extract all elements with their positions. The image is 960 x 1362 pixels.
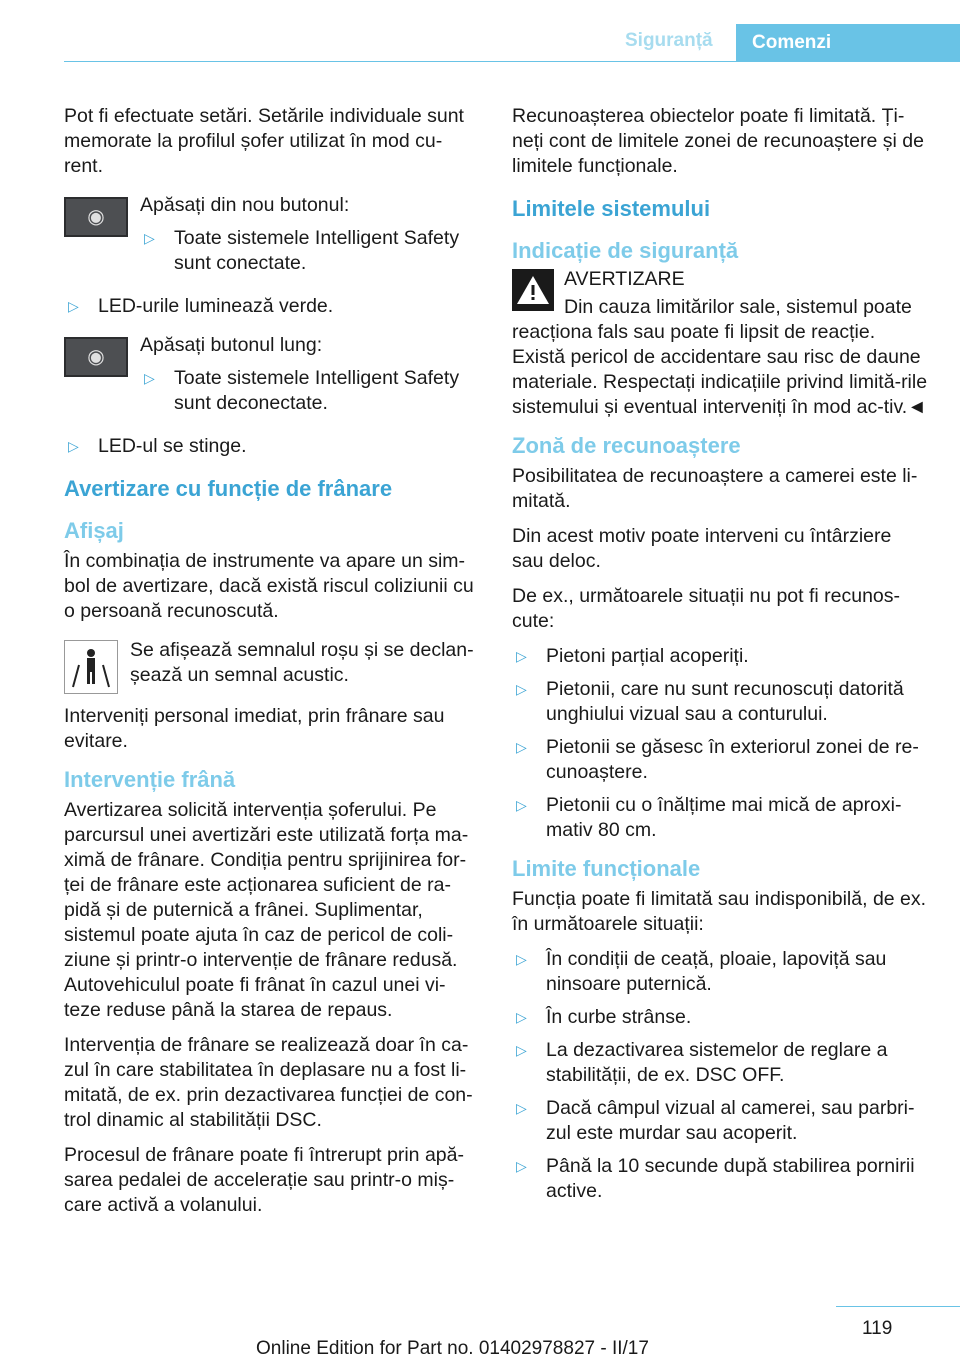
bullet-arrow-icon: ▷: [516, 797, 527, 813]
page-header: [0, 0, 960, 62]
list-item: ▷ LED-ul se stinge.: [68, 435, 247, 457]
list-item: ▷ Pietonii, care nu sunt recunoscuți datorită unghiului vizual sau a conturului.: [516, 678, 904, 725]
warning-triangle-icon: [512, 269, 554, 311]
list-item: ▷ În curbe strânse.: [516, 1006, 692, 1028]
list-item: ▷ Toate sistemele Intelligent Safety sunt deconectate.: [144, 367, 460, 414]
bullet-arrow-icon: ▷: [144, 230, 155, 246]
bullet-arrow-icon: ▷: [144, 370, 155, 386]
recognition-limits-list: [512, 644, 928, 843]
bullet-arrow-icon: ▷: [516, 681, 527, 697]
bullet-arrow-icon: ▷: [516, 1042, 527, 1058]
header-tab-active[interactable]: Comenzi: [736, 24, 960, 62]
subsection-heading: Intervenție frână: [64, 767, 236, 792]
left-column: [64, 104, 478, 1228]
section-heading: Limitele sistemului: [512, 196, 711, 221]
section-heading: Avertizare cu funcție de frânare: [64, 476, 393, 501]
paragraph: În combinația de instrumente va apare un sim‐bol de avertizare, dacă există riscul coliziunii cu o persoană recunoscută.: [64, 550, 474, 622]
paragraph: De ex., următoarele situații nu pot fi recunos‐cute:: [512, 585, 901, 632]
pedestrian-warning-text: Se afișează semnalul roșu și se declan‐șează un semnal acustic.: [130, 639, 474, 686]
functional-limits-list: [512, 947, 928, 1204]
bullet-arrow-icon: ▷: [516, 1100, 527, 1116]
bullet-arrow-icon: ▷: [516, 648, 527, 664]
bullet-arrow-icon: ▷: [516, 1009, 527, 1025]
pedestrian-warning: [64, 638, 478, 694]
paragraph: Procesul de frânare poate fi întrerupt prin apă‐sarea pedalei de accelerație sau printr-o miș‐care activă a volanului.: [64, 1144, 464, 1216]
bullet-arrow-icon: ▷: [516, 951, 527, 967]
subsection-heading: Zonă de recunoaștere: [512, 433, 741, 458]
pedestrian-warning-icon: [64, 640, 118, 694]
paragraph: Recunoașterea obiectelor poate fi limitată. Ți‐neți cont de limitele zonei de recunoaștere și de limitele funcționale.: [512, 105, 924, 177]
edition-note: Online Edition for Part no. 01402978827 - II/17: [256, 1338, 649, 1359]
paragraph: Posibilitatea de recunoaștere a camerei este li‐mitată.: [512, 465, 918, 512]
subsection-heading: Indicație de siguranță: [512, 238, 739, 263]
header-section[interactable]: Siguranță: [625, 30, 713, 51]
button-icon: ◉: [64, 197, 128, 237]
button-instruction-1: [64, 193, 478, 284]
list-item: ▷ Dacă câmpul vizual al camerei, sau parbri‐zul este murdar sau acoperit.: [516, 1097, 915, 1144]
paragraph: Intervenția de frânare se realizează doar în ca‐zul în care stabilitatea în deplasare nu a fost li‐mitată, de ex. prin dezactivarea funcției de con‐trol dinamic al stabilității DSC.: [64, 1034, 473, 1131]
paragraph: Avertizarea solicită intervenția șoferului. Pe parcursul unei avertizări este utilizată forța ma‐ximă de frânare. Condiția pentru sprijinirea for‐ței de frânare este acționarea suficient de ra‐pidă și de puternică a frânei. Suplimentar, sistemul poate ajuta în caz de pericol de coli‐ziune și printr-o intervenție de frânare redusă. Autovehiculul poate fi frânat în cazul unei vi‐teze reduse până la starea de repaus.: [64, 799, 469, 1021]
list-item: ▷ Pietoni parțial acoperiți.: [516, 645, 749, 667]
list-item: ▷ La dezactivarea sistemelor de reglare a stabilității, de ex. DSC OFF.: [516, 1039, 888, 1086]
warning-text: Din cauza limitărilor sale, sistemul poate reacționa fals sau poate fi lipsit de reacție. Există pericol de accidentare sau risc de daune materiale. Respectați indicațiile privind limită‐rile sistemului și eventual interveniți în mod ac‐tiv.◄: [512, 296, 928, 418]
paragraph: Interveniți personal imediat, prin frânare sau evitare.: [64, 705, 445, 752]
list-item: ▷ Până la 10 secunde după stabilirea pornirii active.: [516, 1155, 915, 1202]
list-item: ▷ LED-urile luminează verde.: [68, 295, 334, 317]
footer-rule: [836, 1306, 960, 1307]
list-item: ▷ Pietonii cu o înălțime mai mică de aproxi‐mativ 80 cm.: [516, 794, 902, 841]
paragraph: Funcția poate fi limitată sau indisponibilă, de ex. în următoarele situații:: [512, 888, 927, 935]
bullet-arrow-icon: ▷: [68, 298, 79, 314]
list-item: ▷ În condiții de ceață, ploaie, lapoviță sau ninsoare puternică.: [516, 948, 887, 995]
header-rule: [64, 61, 960, 62]
paragraph: Pot fi efectuate setări. Setările individuale sunt memorate la profilul șofer utilizat în mod cu‐rent.: [64, 105, 464, 177]
list-item: ▷ Toate sistemele Intelligent Safety sunt conectate.: [144, 227, 460, 274]
button-icon: ◉: [64, 337, 128, 377]
bullet-arrow-icon: ▷: [516, 1158, 527, 1174]
instruction-text: Apăsați butonul lung:: [140, 334, 323, 356]
right-column: [512, 104, 928, 1212]
page-number: 119: [862, 1318, 893, 1339]
instruction-text: Apăsați din nou butonul:: [140, 194, 350, 216]
bullet-arrow-icon: ▷: [516, 739, 527, 755]
button-instruction-2: [64, 333, 478, 424]
bullet-arrow-icon: ▷: [68, 438, 79, 454]
list-item: ▷ Pietonii se găsesc în exteriorul zonei de re‐cunoaștere.: [516, 736, 919, 783]
subsection-heading: Limite funcționale: [512, 856, 701, 881]
subsection-heading: Afișaj: [64, 518, 124, 543]
paragraph: Din acest motiv poate interveni cu întârziere sau deloc.: [512, 525, 892, 572]
warning-title: AVERTIZARE: [564, 268, 685, 290]
